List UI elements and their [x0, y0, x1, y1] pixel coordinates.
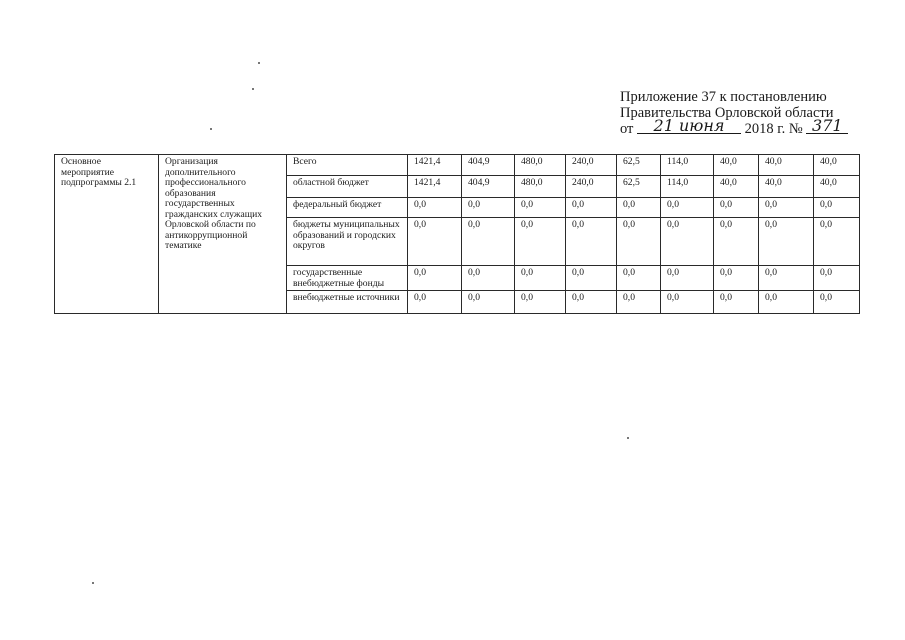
value-cell: 404,9 — [462, 176, 515, 198]
value-cell: 0,0 — [617, 218, 661, 266]
value-cell: 0,0 — [661, 266, 714, 291]
value-cell: 0,0 — [759, 291, 814, 314]
value-cell: 62,5 — [617, 155, 661, 176]
value-cell: 0,0 — [714, 198, 759, 218]
value-cell: 0,0 — [462, 218, 515, 266]
value-cell: 1421,4 — [408, 155, 462, 176]
value-cell: 40,0 — [714, 176, 759, 198]
value-cell: 0,0 — [515, 266, 566, 291]
value-cell: 0,0 — [408, 291, 462, 314]
value-cell: 0,0 — [566, 266, 617, 291]
value-cell: 40,0 — [814, 155, 860, 176]
date-prefix: от — [620, 121, 634, 137]
value-cell: 40,0 — [759, 155, 814, 176]
funding-source-cell: государственные внебюджетные фонды — [287, 266, 408, 291]
value-cell: 0,0 — [462, 291, 515, 314]
event-label-cell: Основное мероприятие подпрограммы 2.1 — [55, 155, 159, 314]
value-cell: 0,0 — [814, 218, 860, 266]
funding-source-cell: внебюджетные источники — [287, 291, 408, 314]
value-cell: 0,0 — [515, 218, 566, 266]
value-cell: 40,0 — [814, 176, 860, 198]
value-cell: 0,0 — [714, 266, 759, 291]
value-cell: 0,0 — [515, 291, 566, 314]
value-cell: 40,0 — [759, 176, 814, 198]
value-cell: 0,0 — [617, 198, 661, 218]
value-cell: 0,0 — [408, 266, 462, 291]
value-cell: 40,0 — [714, 155, 759, 176]
value-cell: 0,0 — [714, 218, 759, 266]
appendix-title: Приложение 37 к постановлению — [620, 89, 827, 105]
value-cell: 404,9 — [462, 155, 515, 176]
value-cell: 0,0 — [759, 266, 814, 291]
resolution-date-line — [620, 116, 890, 137]
handwritten-number: 371 — [806, 119, 848, 134]
value-cell: 240,0 — [566, 155, 617, 176]
funding-source-cell: федеральный бюджет — [287, 198, 408, 218]
table-row — [55, 155, 860, 176]
value-cell: 0,0 — [759, 218, 814, 266]
value-cell: 0,0 — [661, 218, 714, 266]
value-cell: 0,0 — [566, 198, 617, 218]
value-cell: 0,0 — [714, 291, 759, 314]
value-cell: 0,0 — [814, 198, 860, 218]
value-cell: 0,0 — [759, 198, 814, 218]
value-cell: 0,0 — [814, 266, 860, 291]
value-cell: 0,0 — [617, 266, 661, 291]
value-cell: 0,0 — [515, 198, 566, 218]
value-cell: 0,0 — [661, 291, 714, 314]
value-cell: 0,0 — [617, 291, 661, 314]
scan-speck — [252, 88, 254, 90]
scan-speck — [92, 582, 94, 584]
value-cell: 114,0 — [661, 155, 714, 176]
value-cell: 0,0 — [408, 198, 462, 218]
value-cell: 0,0 — [814, 291, 860, 314]
value-cell: 0,0 — [462, 266, 515, 291]
funding-source-cell: Всего — [287, 155, 408, 176]
value-cell: 240,0 — [566, 176, 617, 198]
government-name: Правительства Орловской области — [620, 105, 834, 121]
funding-source-cell: бюджеты муниципальных образований и городских округов — [287, 218, 408, 266]
scan-speck — [210, 128, 212, 130]
value-cell: 480,0 — [515, 176, 566, 198]
funding-table — [54, 154, 860, 314]
handwritten-date: 21 июня — [637, 119, 741, 134]
value-cell: 0,0 — [566, 218, 617, 266]
value-cell: 1421,4 — [408, 176, 462, 198]
value-cell: 0,0 — [566, 291, 617, 314]
value-cell: 0,0 — [462, 198, 515, 218]
value-cell: 480,0 — [515, 155, 566, 176]
value-cell: 0,0 — [408, 218, 462, 266]
value-cell: 114,0 — [661, 176, 714, 198]
scan-speck — [258, 62, 260, 64]
event-name-cell: Организация дополнительного профессионального образования государственных гражданских служащих Орловской области по антикоррупционной тематике — [159, 155, 287, 314]
value-cell: 0,0 — [661, 198, 714, 218]
scan-speck — [627, 437, 629, 439]
appendix-header — [620, 89, 890, 137]
value-cell: 62,5 — [617, 176, 661, 198]
funding-source-cell: областной бюджет — [287, 176, 408, 198]
year-text: 2018 г. № — [744, 121, 803, 137]
